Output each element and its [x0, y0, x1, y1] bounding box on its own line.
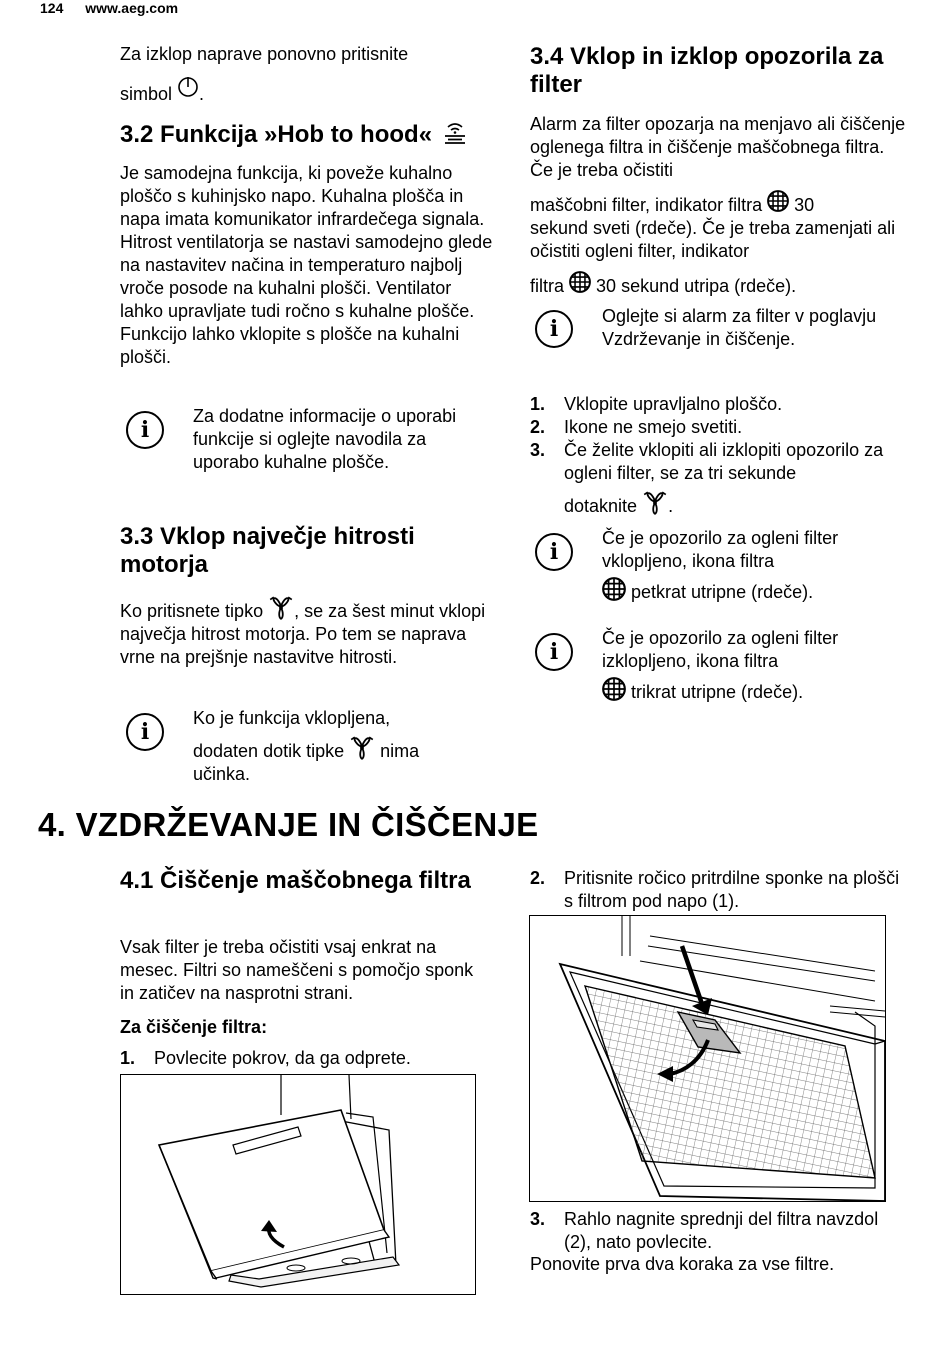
section-3-3-note: Ko je funkcija vklopljena, dodaten dotik tipke nima učinka.	[193, 708, 420, 784]
info-icon: i	[126, 411, 164, 449]
section-3-3-title: 3.3 Vklop največje hitrosti motorja	[120, 523, 415, 578]
list-item: 2. Pritisnite ročico pritrdilne sponke na plošči s filtrom pod napo (1).	[530, 868, 900, 911]
repeat-steps-text: Ponovite prva dva koraka za vse filtre.	[530, 1254, 835, 1274]
info-icon: i	[535, 310, 573, 348]
cleaning-steps-left	[120, 1047, 490, 1070]
cleaning-heading: Za čiščenje filtra:	[120, 1017, 268, 1037]
section-3-3-body: Ko pritisnete tipko , se za šest minut vklopi največja hitrost motorja. Po tem se naprava vrne na prejšnje nastavitve hitrosti.	[120, 596, 495, 669]
info-icon: i	[535, 533, 573, 571]
list-item: 1. Povlecite pokrov, da ga odprete.	[120, 1048, 411, 1068]
filter-clip-illustration	[530, 916, 885, 1201]
intro-line-1: Za izklop naprave ponovno pritisnite	[120, 44, 409, 64]
list-item: 2. Ikone ne smejo svetiti.	[530, 417, 743, 437]
section-4-1-body: Vsak filter je treba očistiti vsaj enkrat na mesec. Filtri so nameščeni s pomočjo sponk in zatičev na nasprotni strani.	[120, 937, 474, 1003]
filter-alarm-steps	[530, 393, 910, 518]
fan-icon	[268, 596, 294, 620]
section-3-4-body: Alarm za filter opozarja na menjavo ali čiščenje oglenega filtra in čiščenje maščobnega filtra. Če je treba očistiti maščobni filter, indikator filtra 30 sekund sveti (rdeče). Če je treba zamenjati ali očistiti ogleni filter, indikator filtra 30 sekund utripa (rdeče).	[530, 114, 906, 296]
figure-filter-clip	[529, 915, 886, 1202]
chapter-title: 4. VZDRŽEVANJE IN ČIŠČENJE	[38, 806, 539, 843]
section-3-2-body: Je samodejna funkcija, ki poveže kuhalno ploščo s kuhinjsko napo. Kuhalna plošča in napa imata komunikator infrardečega signala. Hitrost ventilatorja se nastavi samodejno glede na nastavitev načina in temperaturo najbolj vroče posode na kuhalni plošči. Ventilator lahko upravljate tudi ročno s kuhalne plošče. Funkcijo lahko vklopite s plošče na kuhalni plošči.	[120, 163, 493, 367]
intro-line-2: simbol .	[120, 74, 490, 106]
intro-symbol-label: simbol	[120, 84, 173, 104]
filter-grid-icon	[767, 190, 789, 212]
section-3-4-title: 3.4 Vklop in izklop opozorila za filter	[530, 43, 884, 98]
section-3-4-note: Oglejte si alarm za filter v poglavju Vzdrževanje in čiščenje.	[602, 306, 877, 349]
cleaning-steps-right-2	[530, 1208, 910, 1254]
list-item: 3. Če želite vklopiti ali izklopiti opozorilo za ogleni filter, se za tri sekunde dotaknite .	[530, 440, 884, 516]
power-icon	[177, 74, 199, 98]
filter-grid-icon	[602, 577, 626, 601]
page-number: 124	[40, 0, 64, 16]
fan-icon	[642, 491, 668, 515]
filter-alarm-off-note: Če je opozorilo za ogleni filter izklopljeno, ikona filtra trikrat utripne (rdeče).	[602, 628, 839, 702]
list-item: 3. Rahlo nagnite sprednji del filtra navzdol (2), nato povlecite.	[530, 1209, 879, 1252]
cleaning-steps-right	[530, 867, 900, 913]
section-3-2-title: 3.2 Funkcija »Hob to hood«	[120, 120, 500, 149]
website-url[interactable]: www.aeg.com	[85, 0, 179, 16]
filter-alarm-on-note: Če je opozorilo za ogleni filter vklopljeno, ikona filtra petkrat utripne (rdeče).	[602, 528, 839, 602]
section-3-2-note: Za dodatne informacije o uporabi funkcije si oglejte navodila za uporabo kuhalne plošče.	[193, 406, 457, 472]
figure-open-cover	[120, 1074, 476, 1295]
hood-open-illustration	[121, 1075, 475, 1294]
intro-text	[120, 43, 490, 106]
hob-to-hood-icon	[443, 120, 467, 146]
page-header	[40, 0, 196, 16]
info-icon: i	[535, 633, 573, 671]
filter-grid-icon	[602, 677, 626, 701]
list-item: 1. Vklopite upravljalno ploščo.	[530, 394, 783, 414]
section-4-1-title: 4.1 Čiščenje maščobnega filtra	[120, 867, 471, 894]
filter-grid-icon	[569, 271, 591, 293]
info-icon: i	[126, 713, 164, 751]
fan-icon	[349, 736, 375, 760]
